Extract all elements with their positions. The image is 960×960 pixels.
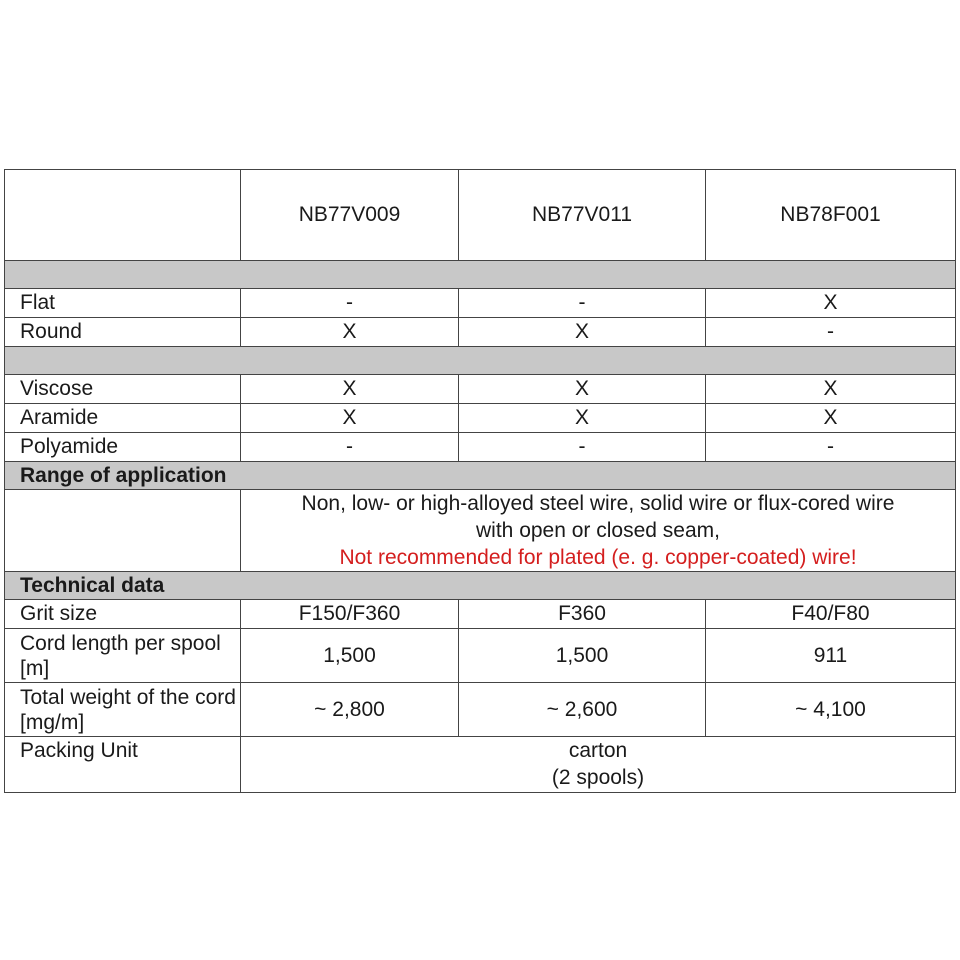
cell-value: X [706,289,956,318]
packing-row [5,737,956,793]
cell-value: ~ 4,100 [706,683,956,737]
cell-value: X [459,375,706,404]
row-label-grit-size: Grit size [5,600,241,629]
cell-value: X [241,404,459,433]
cell-value: F150/F360 [241,600,459,629]
application-label-cell [5,490,241,572]
row-label-flat: Flat [5,289,241,318]
packing-line-2: (2 spools) [551,766,645,789]
product-header-nb77v011: NB77V011 [459,170,706,261]
row-label-polyamide: Polyamide [5,433,241,462]
row-label-round: Round [5,318,241,347]
table-row [5,629,956,683]
product-spec-table [4,169,956,793]
cell-value: 1,500 [459,629,706,683]
table-row [5,375,956,404]
table-row [5,683,956,737]
technical-section-header [5,572,956,600]
cell-value: 911 [706,629,956,683]
cell-value: X [241,318,459,347]
cell-value: ~ 2,600 [459,683,706,737]
table-row [5,433,956,462]
application-section-header [5,462,956,490]
application-line-2: with open or closed seam, [476,519,720,542]
cell-value: ~ 2,800 [241,683,459,737]
product-header-nb78f001: NB78F001 [706,170,956,261]
table-row [5,289,956,318]
row-label-packing-unit: Packing Unit [5,737,241,793]
section-title-technical: Technical data [5,572,956,600]
application-warning: Not recommended for plated (e. g. copper-coated) wire! [339,546,857,569]
application-row [5,490,956,572]
material-band-cell [5,347,956,375]
header-corner-cell [5,170,241,261]
cell-value: - [459,289,706,318]
cell-value: X [241,375,459,404]
cell-value: - [706,318,956,347]
row-label-total-weight: Total weight of the cord [mg/m] [5,683,241,737]
cell-value: - [241,433,459,462]
cell-value: X [459,318,706,347]
shape-band-cell [5,261,956,289]
shape-section-band [5,261,956,289]
application-text-cell [241,490,956,572]
cell-value: 1,500 [241,629,459,683]
packing-value-cell [241,737,956,793]
cell-value: X [706,375,956,404]
header-row [5,170,956,261]
cell-value: X [706,404,956,433]
cell-value: - [241,289,459,318]
row-label-viscose: Viscose [5,375,241,404]
section-title-application: Range of application [5,462,956,490]
cell-value: - [706,433,956,462]
application-line-1: Non, low- or high-alloyed steel wire, solid wire or flux-cored wire [301,492,895,515]
row-label-aramide: Aramide [5,404,241,433]
material-section-band [5,347,956,375]
product-header-nb77v009: NB77V009 [241,170,459,261]
table-row [5,318,956,347]
cell-value: F40/F80 [706,600,956,629]
cell-value: - [459,433,706,462]
packing-line-1: carton [568,739,628,762]
cell-value: F360 [459,600,706,629]
table-row [5,404,956,433]
table-row [5,600,956,629]
cell-value: X [459,404,706,433]
row-label-cord-length: Cord length per spool [m] [5,629,241,683]
